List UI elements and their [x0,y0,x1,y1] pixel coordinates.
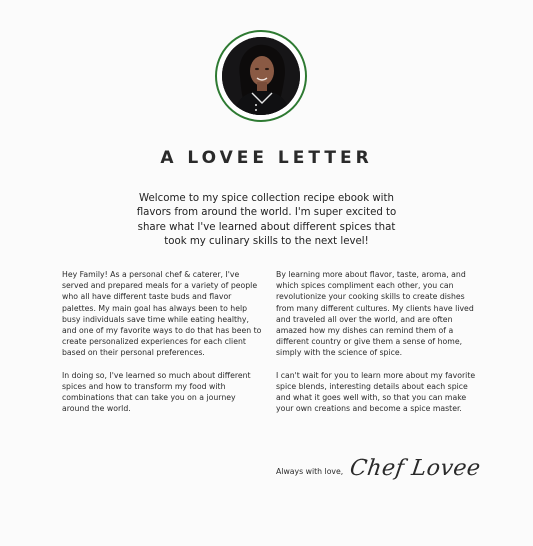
body-paragraph: By learning more about flavor, taste, aroma, and which spices compliment each other, you can revolutionize your cooking skills to create dishes from many different cultures. My clients have lived and traveled all over the world, and are often amazed how my dishes can remind them of a different country or give them a sense of home, simply with the science of spice. [276,270,474,358]
body-paragraph: I can't wait for you to learn more about my favorite spice blends, interesting details about each spice and what it goes well with, so that you can make your own creations and become a spice master. [276,370,476,414]
body-left-column [62,269,262,425]
body-right-column [276,269,478,425]
body-paragraph: Hey Family! As a personal chef & caterer, I've served and prepared meals for a variety of people who all have different taste buds and flavor palettes. My main goal has always been to help busy individuals save time while eating healthy, and one of my favorite ways to do that has been to create personalized experiences for each client based on their personal preferences. [62,270,262,358]
intro-paragraph: Welcome to my spice collection recipe ebook with flavors from around the world. I'm super excited to share what I've learned about different spices that took my culinary skills to the next level! [136,193,397,247]
page-title: A LOVEE LETTER [160,148,373,168]
portrait-frame [215,30,307,122]
chef-portrait [222,37,300,115]
signature: Chef Lovee [348,456,483,481]
signoff-text: Always with love, [276,467,344,476]
chef-portrait-illustration [222,37,300,115]
body-paragraph: In doing so, I've learned so much about different spices and how to transform my food with combinations that can take you on a journey around the world. [62,370,251,414]
